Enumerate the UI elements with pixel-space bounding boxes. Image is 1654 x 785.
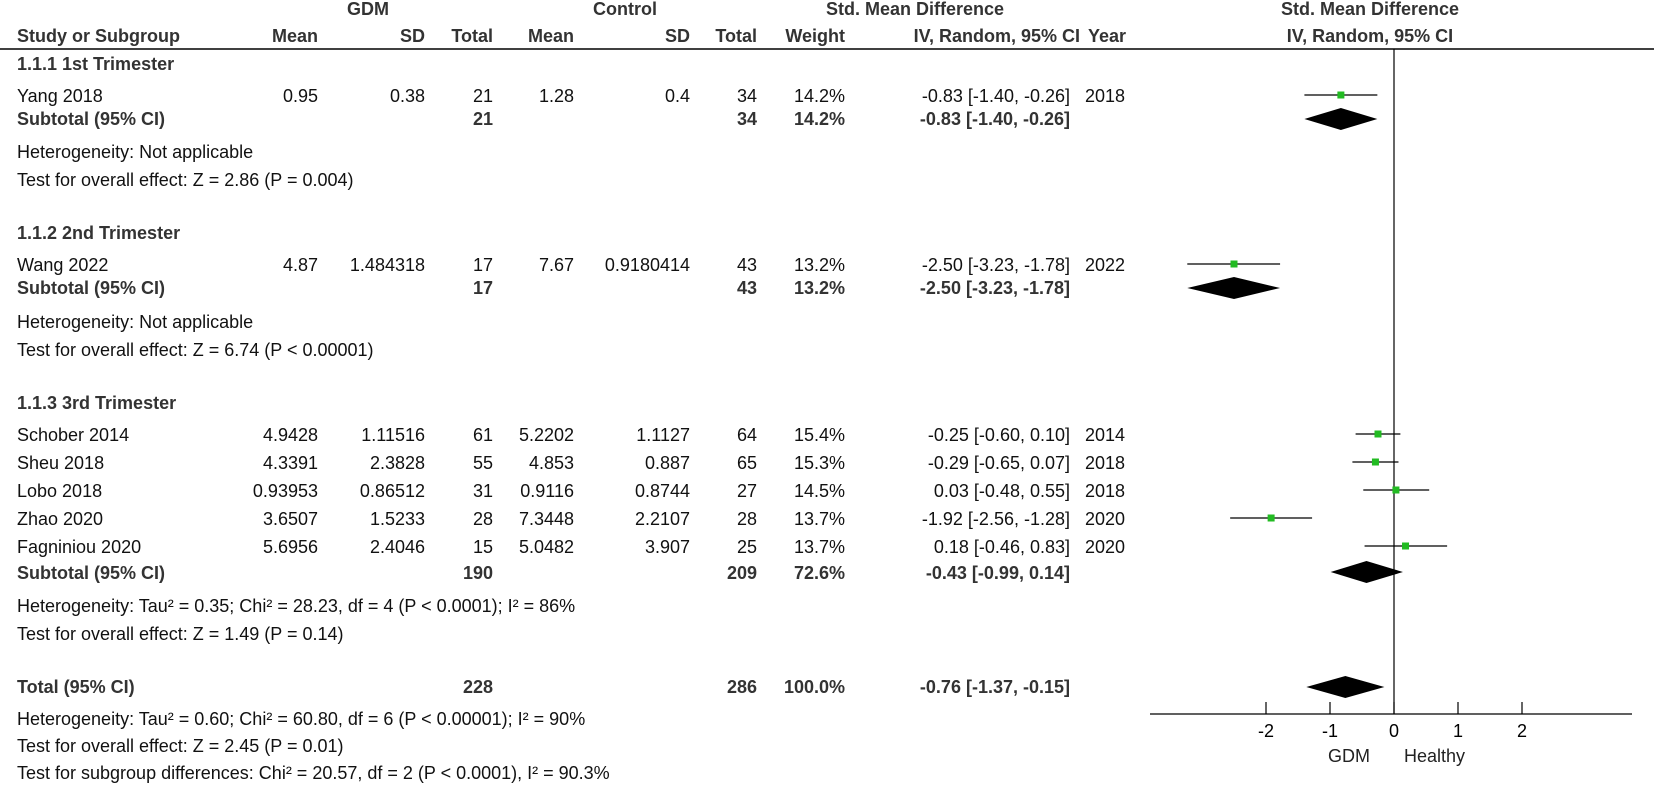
x-tick-label: 2 (1516, 721, 1528, 741)
group2-header: Control (593, 0, 657, 19)
x-tick-label: -1 (1321, 721, 1339, 741)
col-ci: IV, Random, 95% CI (913, 26, 1080, 46)
point-estimate (1375, 431, 1382, 438)
study-mark (1304, 92, 1377, 99)
x-tick-label: 0 (1388, 721, 1400, 741)
col-sd1: SD (399, 26, 425, 46)
point-estimate (1372, 459, 1379, 466)
subgroup-title: 1.1.1 1st Trimester (17, 54, 175, 74)
study-mark (1230, 515, 1312, 522)
study-mark (1365, 543, 1448, 550)
study-mark (1363, 487, 1429, 494)
effect-title: Std. Mean Difference (825, 0, 1005, 19)
col-mean1: Mean (271, 26, 318, 46)
col-total1: Total (451, 26, 493, 46)
pooled-diamond (1187, 277, 1280, 299)
pooled-diamond (1306, 676, 1384, 698)
plot-marks (1187, 92, 1447, 699)
col-study: Study or Subgroup (17, 26, 180, 46)
pooled-diamond (1331, 561, 1403, 583)
group1-header: GDM (347, 0, 389, 19)
col-total2: Total (715, 26, 757, 46)
total-overall-effect-text: Test for overall effect: Z = 2.45 (P = 0.01) (17, 736, 344, 756)
point-estimate (1337, 92, 1344, 99)
heterogeneity-text: Heterogeneity: Not applicable (17, 142, 254, 162)
point-estimate (1392, 487, 1399, 494)
pooled-diamond (1304, 108, 1377, 130)
heterogeneity-text: Heterogeneity: Tau² = 0.35; Chi² = 28.23, df = 4 (P < 0.0001); I² = 86% (17, 596, 576, 616)
col-year: Year (1088, 26, 1127, 46)
subgroup-title: 1.1.3 3rd Trimester (17, 393, 177, 413)
x-axis-ticks (1258, 702, 1527, 741)
col-plot-ci: IV, Random, 95% CI (1286, 26, 1454, 46)
total-heterogeneity-text: Heterogeneity: Tau² = 0.60; Chi² = 60.80, df = 6 (P < 0.00001); I² = 90% (17, 709, 586, 729)
x-tick-label: 1 (1452, 721, 1464, 741)
overall-effect-text: Test for overall effect: Z = 6.74 (P < 0.00001) (17, 340, 374, 360)
x-tick-label: -2 (1257, 721, 1275, 741)
point-estimate (1268, 515, 1275, 522)
col-sd2: SD (664, 26, 690, 46)
point-estimate (1231, 261, 1238, 268)
favours-left-label: GDM (1328, 746, 1370, 766)
subgroup-differences-text: Test for subgroup differences: Chi² = 20.57, df = 2 (P < 0.0001), I² = 90.3% (17, 763, 610, 783)
heterogeneity-text: Heterogeneity: Not applicable (17, 312, 254, 332)
col-mean2: Mean (527, 26, 574, 46)
point-estimate (1402, 543, 1409, 550)
subgroup-title: 1.1.2 2nd Trimester (17, 223, 181, 243)
overall-effect-text: Test for overall effect: Z = 1.49 (P = 0.14) (17, 624, 344, 644)
study-mark (1352, 459, 1398, 466)
favours-right-label: Healthy (1404, 746, 1466, 766)
study-mark (1187, 261, 1280, 268)
col-weight: Weight (785, 26, 845, 46)
overall-effect-text: Test for overall effect: Z = 2.86 (P = 0.004) (17, 170, 354, 190)
plot-title: Std. Mean Difference (1280, 0, 1460, 19)
